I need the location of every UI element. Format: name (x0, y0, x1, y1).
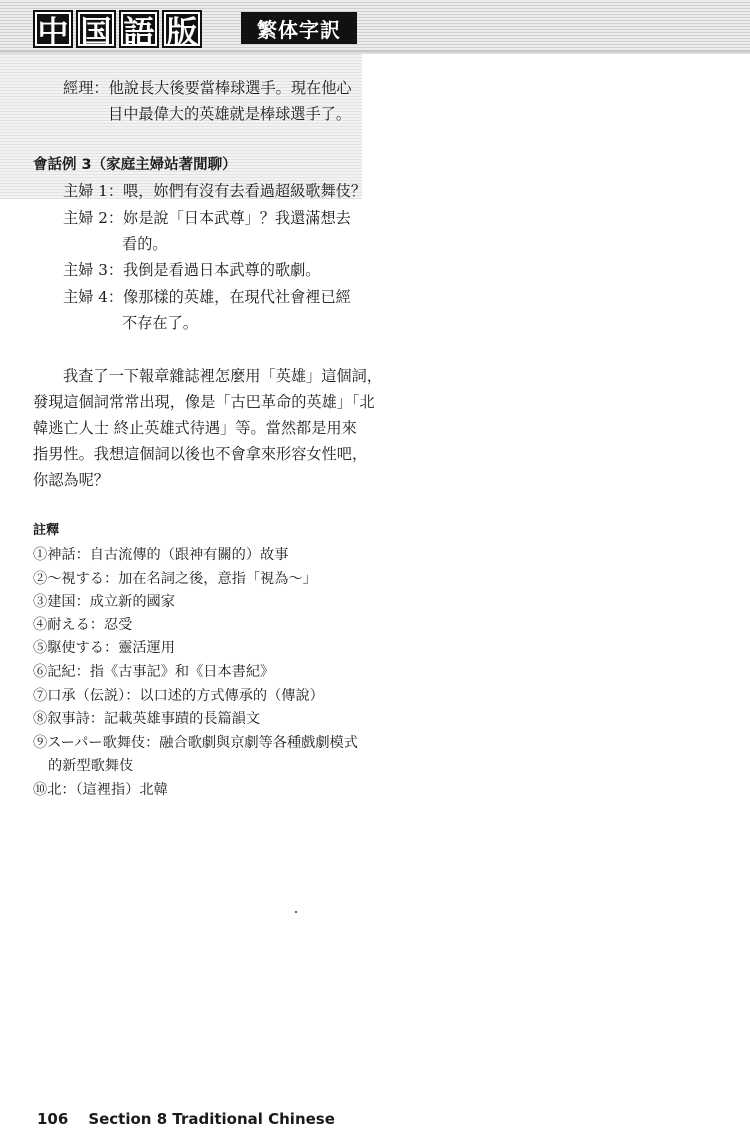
dialogue-line: 看的。 (122, 235, 168, 253)
dialogue-line: 經理：他說長大後要當棒球選手。現在他心 (63, 79, 352, 97)
notes-heading: 註釋 (33, 523, 60, 538)
note-item: ③建国：成立新的國家 (33, 594, 175, 610)
dialogue-line: 主婦 4：像那樣的英雄，在現代社會裡已經 (63, 288, 351, 306)
paragraph-line: 指男性。我想這個詞以後也不會拿來形容女性吧， (33, 445, 368, 463)
note-item: ⑤駆使する：靈活運用 (33, 640, 175, 656)
paragraph-line: 你認為呢？ (33, 471, 109, 489)
paragraph-line: 韓逃亡人士 終止英雄式待遇」等。當然都是用來 (33, 419, 357, 437)
note-item-continuation: 的新型歌舞伎 (48, 758, 134, 774)
note-item: ⑦口承（伝説）：以口述的方式傳承的（傳說） (33, 688, 324, 704)
dialogue-line: 不存在了。 (122, 314, 198, 332)
note-item: ①神話：自古流傳的（跟神有關的）故事 (33, 547, 289, 563)
title-char-3: 語 (119, 10, 159, 48)
scan-speck (295, 911, 297, 913)
dialogue-line: 目中最偉大的英雄就是棒球選手了。 (108, 105, 351, 123)
note-item: ⑥記紀：指《古事記》和《日本書紀》 (33, 664, 275, 680)
dialogue-line: 主婦 2：妳是說「日本武尊」？我還滿想去 (63, 209, 351, 227)
dialogue-line: 主婦 1：喂，妳們有沒有去看過超級歌舞伎？ (63, 182, 367, 200)
note-item: ⑧叙事詩：記載英雄事蹟的長篇韻文 (33, 711, 261, 727)
title-logo (33, 10, 202, 51)
dialogue-heading: 會話例 3（家庭主婦站著閒聊） (33, 157, 237, 173)
subtitle-label: 繁体字訳 (241, 12, 357, 44)
note-item: ②〜視する：加在名詞之後，意指「視為〜」 (33, 571, 317, 587)
dialogue-line: 主婦 3：我倒是看過日本武尊的歌劇。 (63, 261, 321, 279)
title-char-2: 国 (76, 10, 116, 48)
note-item: ④耐える：忍受 (33, 617, 133, 633)
page-footer (37, 1110, 335, 1128)
page-number: 106 (37, 1110, 69, 1128)
section-title: Section 8 Traditional Chinese (88, 1110, 335, 1128)
note-item: ⑩北：（這裡指）北韓 (33, 782, 168, 798)
note-item: ⑨スーパー歌舞伎：融合歌劇與京劇等各種戲劇模式 (33, 735, 358, 751)
paragraph-line: 發現這個詞常常出現，像是「古巴革命的英雄」「北 (33, 393, 375, 411)
title-char-4: 版 (162, 10, 202, 48)
title-char-1: 中 (33, 10, 73, 48)
header-band (0, 0, 750, 54)
paragraph-line: 我查了一下報章雜誌裡怎麼用「英雄」這個詞， (63, 367, 382, 385)
hatched-panel (0, 54, 362, 199)
